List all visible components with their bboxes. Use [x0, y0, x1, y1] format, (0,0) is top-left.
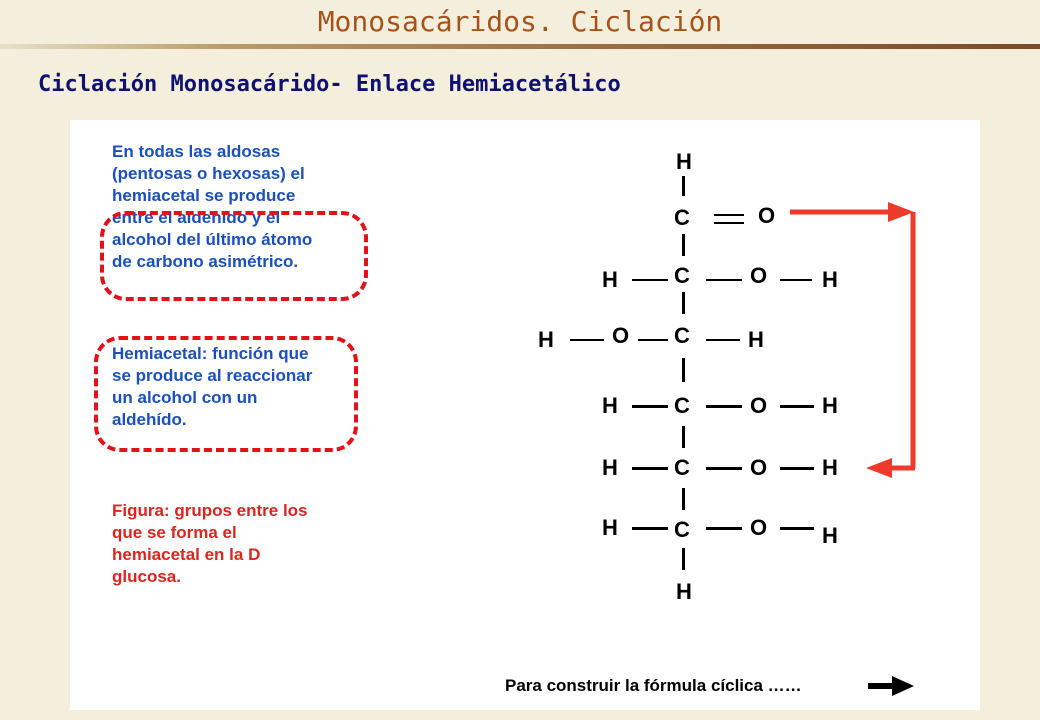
atom-h-bottom: H	[676, 579, 692, 604]
atom-h: H	[822, 393, 838, 418]
atom-h: H	[602, 267, 618, 292]
figure-caption: Figura: grupos entre los que se forma el hemiacetal en la D glucosa.	[112, 501, 308, 586]
atom-c3: C	[674, 323, 690, 348]
atom-o: O	[750, 393, 768, 418]
atom-o: O	[750, 263, 768, 288]
atom-h: H	[602, 393, 618, 418]
atom-h: H	[602, 515, 618, 540]
atom-h: H	[822, 267, 838, 292]
atom-c1: C	[674, 205, 690, 230]
atom-c4: C	[674, 393, 690, 418]
slide-subtitle: Ciclación Monosacárido- Enlace Hemiacetálico	[38, 72, 621, 97]
atom-c5: C	[674, 455, 690, 480]
hemiacetal-definition: Hemiacetal: función que se produce al reaccionar un alcohol con un aldehído.	[112, 344, 313, 429]
atom-h: H	[822, 455, 838, 480]
atom-o-c5-hydroxyl: O	[750, 455, 768, 480]
atom-o-aldehyde: O	[758, 203, 776, 228]
atom-h: H	[602, 455, 618, 480]
atom-o: O	[612, 323, 630, 348]
page-title: Monosacáridos. Ciclación	[317, 5, 723, 38]
atom-h: H	[538, 327, 554, 352]
atom-c6: C	[674, 517, 690, 542]
atom-c2: C	[674, 263, 690, 288]
atom-o: O	[750, 515, 768, 540]
aldoses-note: En todas las aldosas (pentosas o hexosas) el hemiacetal se produce entre el aldehído y el alcohol del último átomo de carbono asimétrico.	[112, 142, 313, 271]
arrow-right-icon	[868, 676, 916, 696]
atom-h: H	[822, 523, 838, 548]
atom-h-top: H	[676, 149, 692, 174]
footer-hint: Para construir la fórmula cíclica ……	[505, 676, 802, 695]
atom-h: H	[748, 327, 764, 352]
